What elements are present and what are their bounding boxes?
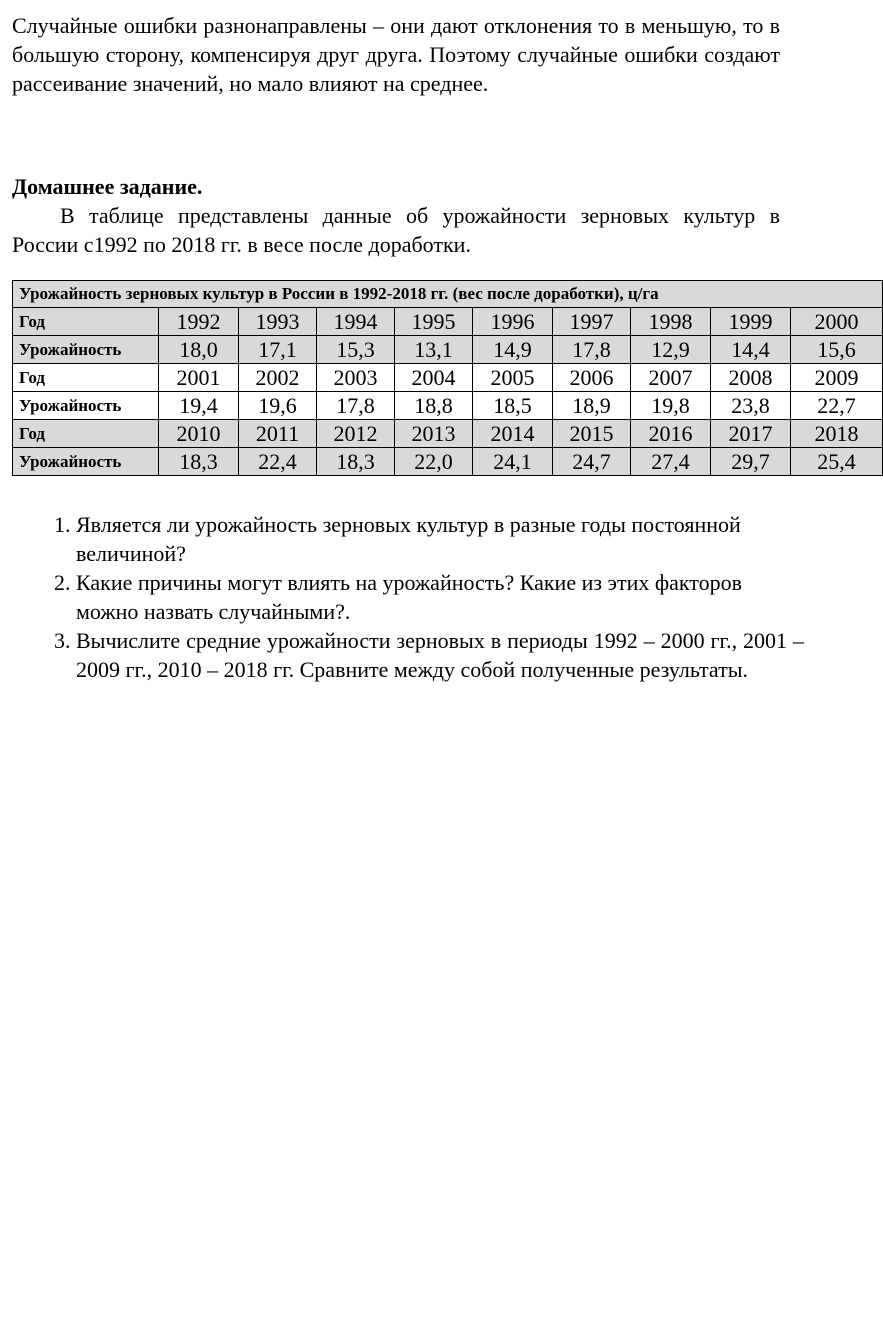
year-cell: 2015 (553, 420, 631, 448)
year-cell: 1993 (239, 308, 317, 336)
table-caption: Урожайность зерновых культур в России в 1992-2018 гг. (вес после доработки), ц/га (13, 281, 883, 308)
year-cell: 2006 (553, 364, 631, 392)
yield-cell: 18,5 (473, 392, 553, 420)
yield-cell: 18,9 (553, 392, 631, 420)
year-cell: 2012 (317, 420, 395, 448)
year-cell: 2005 (473, 364, 553, 392)
year-cell: 2001 (159, 364, 239, 392)
table-caption-row (13, 281, 883, 308)
yield-cell: 14,9 (473, 336, 553, 364)
yield-cell: 24,1 (473, 448, 553, 476)
yield-cell: 14,4 (711, 336, 791, 364)
yield-cell: 25,4 (791, 448, 883, 476)
table-row-years (13, 364, 883, 392)
year-cell: 2014 (473, 420, 553, 448)
yield-cell: 17,8 (317, 392, 395, 420)
year-label: Год (13, 308, 159, 336)
question-item: 1. Является ли урожайность зерновых культур в разные годы постоянной величиной? (76, 510, 804, 568)
year-cell: 2009 (791, 364, 883, 392)
homework-title: Домашнее задание. (12, 174, 203, 199)
yield-cell: 18,8 (395, 392, 473, 420)
yield-cell: 22,7 (791, 392, 883, 420)
year-cell: 1997 (553, 308, 631, 336)
yield-table-container (12, 280, 859, 481)
yield-cell: 23,8 (711, 392, 791, 420)
question-item: 2. Какие причины могут влиять на урожайность? Какие из этих факторов можно назвать случайными?. (76, 568, 804, 626)
yield-cell: 15,3 (317, 336, 395, 364)
yield-label: Урожайность (13, 392, 159, 420)
year-cell: 2000 (791, 308, 883, 336)
year-cell: 2007 (631, 364, 711, 392)
year-cell: 1992 (159, 308, 239, 336)
year-cell: 2011 (239, 420, 317, 448)
yield-cell: 27,4 (631, 448, 711, 476)
yield-cell: 18,3 (317, 448, 395, 476)
year-cell: 2016 (631, 420, 711, 448)
yield-cell: 18,0 (159, 336, 239, 364)
yield-cell: 19,4 (159, 392, 239, 420)
yield-cell: 17,8 (553, 336, 631, 364)
year-cell: 1998 (631, 308, 711, 336)
year-cell: 2010 (159, 420, 239, 448)
yield-cell: 13,1 (395, 336, 473, 364)
table-row-yields (13, 448, 883, 476)
yield-cell: 22,0 (395, 448, 473, 476)
year-cell: 1995 (395, 308, 473, 336)
yield-cell: 19,8 (631, 392, 711, 420)
yield-cell: 29,7 (711, 448, 791, 476)
yield-cell: 15,6 (791, 336, 883, 364)
year-label: Год (13, 364, 159, 392)
year-cell: 2002 (239, 364, 317, 392)
year-cell: 2003 (317, 364, 395, 392)
year-cell: 2008 (711, 364, 791, 392)
year-cell: 1996 (473, 308, 553, 336)
yield-cell: 17,1 (239, 336, 317, 364)
yield-cell: 18,3 (159, 448, 239, 476)
homework-description: В таблице представлены данные об урожайности зерновых культур в России с1992 по 2018 гг. в весе после доработки. (12, 203, 780, 257)
questions-list (36, 510, 804, 684)
year-cell: 2013 (395, 420, 473, 448)
year-cell: 2017 (711, 420, 791, 448)
yield-cell: 19,6 (239, 392, 317, 420)
yield-cell: 22,4 (239, 448, 317, 476)
table-row-years (13, 420, 883, 448)
yield-cell: 12,9 (631, 336, 711, 364)
year-cell: 2004 (395, 364, 473, 392)
table-row-years (13, 308, 883, 336)
intro-paragraph: Случайные ошибки разнонаправлены – они дают отклонения то в меньшую, то в большую сторону, компенсируя друг друга. Поэтому случайные ошибки создают рассеивание значений, но мало влияют на среднее. (12, 13, 780, 96)
year-cell: 2018 (791, 420, 883, 448)
table-row-yields (13, 336, 883, 364)
question-item: 3. Вычислите средние урожайности зерновых в периоды 1992 – 2000 гг., 2001 – 2009 гг., 2010 – 2018 гг. Сравните между собой полученные результаты. (76, 626, 804, 684)
year-cell: 1994 (317, 308, 395, 336)
yield-label: Урожайность (13, 448, 159, 476)
yield-table (12, 280, 883, 476)
yield-label: Урожайность (13, 336, 159, 364)
year-cell: 1999 (711, 308, 791, 336)
yield-cell: 24,7 (553, 448, 631, 476)
table-row-yields (13, 392, 883, 420)
year-label: Год (13, 420, 159, 448)
